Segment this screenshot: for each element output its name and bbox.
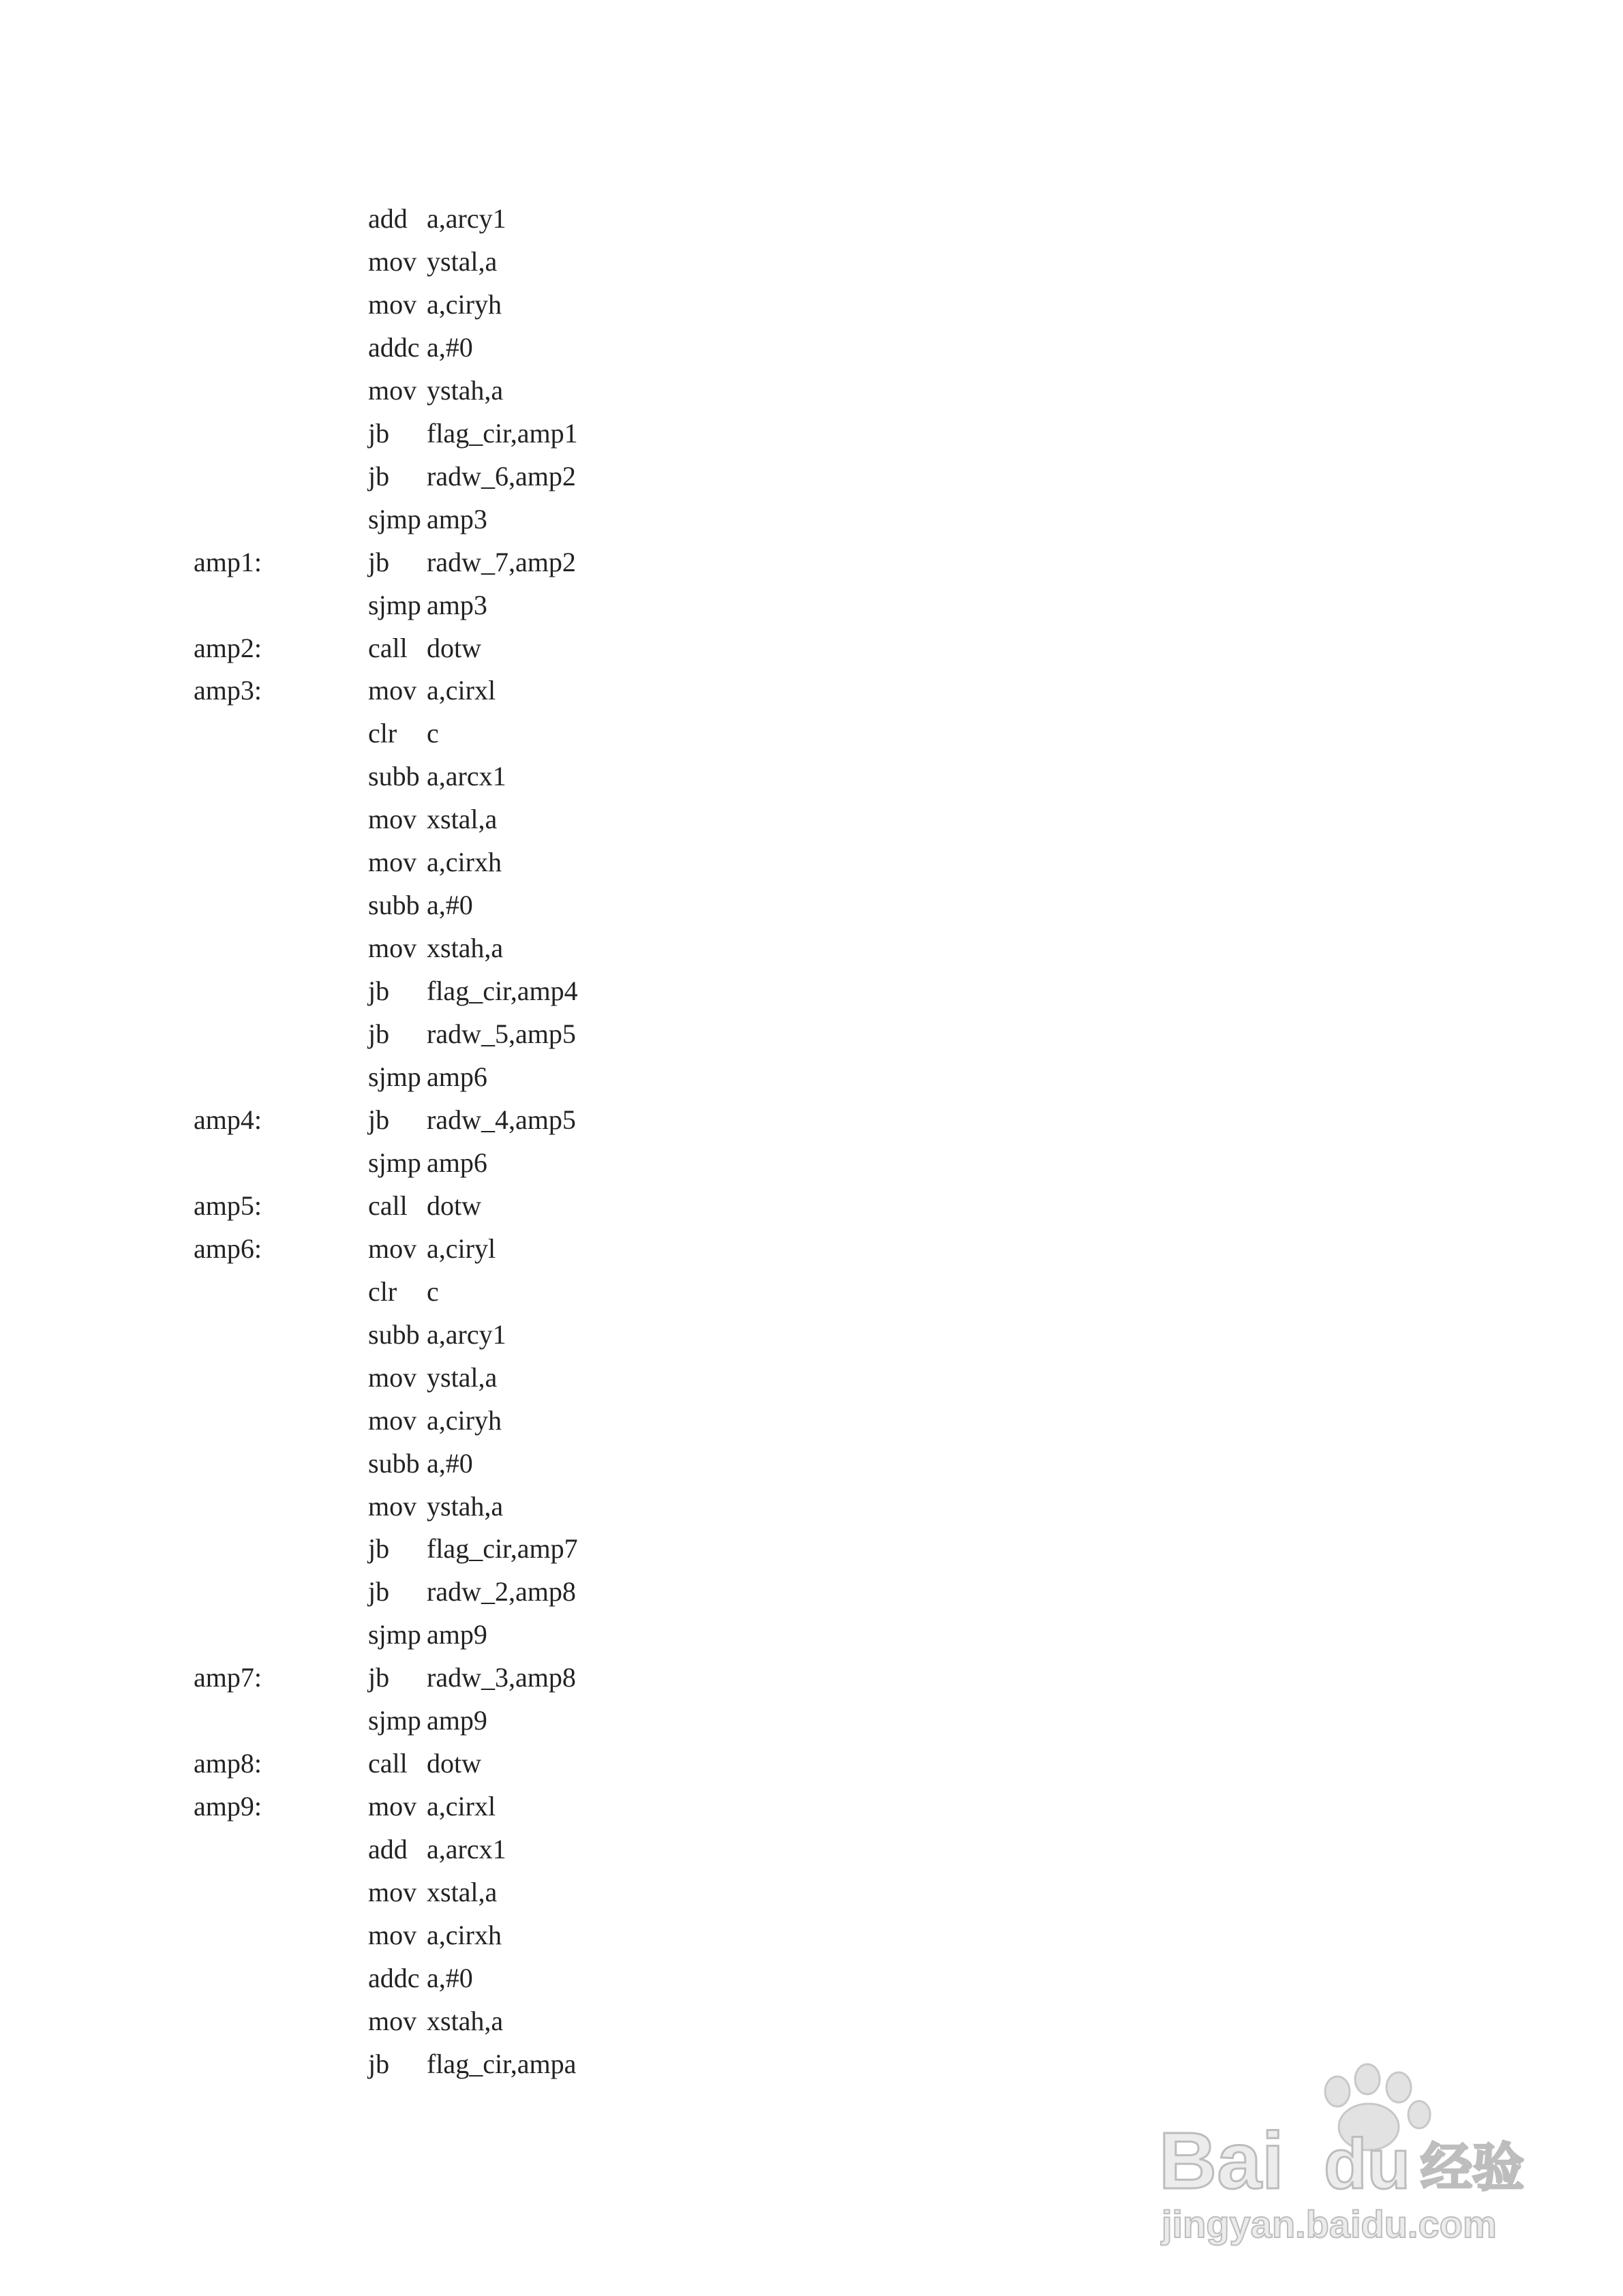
code-opcode: sjmp (368, 590, 421, 620)
code-operands: radw_5,amp5 (427, 1018, 576, 1049)
code-operands: ystal,a (427, 246, 498, 277)
code-opcode: jb (368, 976, 390, 1006)
code-label: amp6: (194, 1233, 262, 1264)
code-line (0, 1828, 818, 1871)
code-line (0, 1099, 818, 1141)
code-operands: radw_2,amp8 (427, 1576, 576, 1607)
code-opcode: jb (368, 1018, 390, 1049)
code-label: amp8: (194, 1748, 262, 1779)
code-operands: radw_6,amp2 (427, 461, 576, 492)
code-line (0, 541, 818, 584)
code-opcode: jb (368, 547, 390, 577)
code-operands: a,cirxl (427, 675, 496, 706)
code-line (0, 1185, 818, 1227)
code-line (0, 1742, 818, 1785)
code-line (0, 1657, 818, 1699)
code-line (0, 1957, 818, 1999)
code-opcode: mov (368, 1405, 417, 1436)
code-operands: a,arcx1 (427, 1834, 506, 1864)
code-operands: c (427, 1276, 439, 1307)
code-line (0, 584, 818, 626)
code-operands: ystah,a (427, 375, 504, 406)
watermark-brand-du: du (1324, 2125, 1411, 2204)
code-operands: a,#0 (427, 1448, 473, 1479)
code-line (0, 198, 818, 240)
code-line (0, 241, 818, 283)
code-opcode: clr (368, 718, 397, 749)
code-operands: dotw (427, 1748, 481, 1779)
code-opcode: jb (368, 2049, 390, 2079)
code-line (0, 884, 818, 926)
code-line (0, 627, 818, 669)
code-operands: a,ciryh (427, 289, 502, 320)
code-opcode: sjmp (368, 1619, 421, 1650)
code-opcode: mov (368, 847, 417, 877)
code-operands: ystah,a (427, 1491, 504, 1522)
code-line (0, 1871, 818, 1914)
code-line (0, 2043, 818, 2085)
code-line (0, 1271, 818, 1313)
code-operands: xstal,a (427, 804, 498, 834)
code-line (0, 498, 818, 541)
code-operands: a,ciryl (427, 1233, 496, 1264)
code-opcode: subb (368, 1319, 420, 1350)
code-operands: dotw (427, 1190, 481, 1221)
code-opcode: subb (368, 1448, 420, 1479)
code-operands: radw_3,amp8 (427, 1662, 576, 1693)
code-operands: flag_cir,ampa (427, 2049, 577, 2079)
code-line (0, 327, 818, 369)
code-opcode: add (368, 1834, 408, 1864)
code-label: amp7: (194, 1662, 262, 1693)
code-line (0, 1571, 818, 1613)
code-line (0, 1528, 818, 1570)
code-opcode: sjmp (368, 1705, 421, 1736)
code-opcode: jb (368, 1662, 390, 1693)
code-operands: xstal,a (427, 1877, 498, 1907)
code-operands: a,cirxh (427, 847, 502, 877)
code-label: amp9: (194, 1791, 262, 1822)
code-operands: xstah,a (427, 2006, 504, 2036)
code-opcode: sjmp (368, 1147, 421, 1178)
code-operands: amp9 (427, 1619, 487, 1650)
code-line (0, 284, 818, 326)
code-line (0, 1314, 818, 1356)
code-opcode: mov (368, 1491, 417, 1522)
code-operands: amp3 (427, 504, 487, 534)
code-operands: radw_7,amp2 (427, 547, 576, 577)
code-opcode: mov (368, 675, 417, 706)
code-label: amp3: (194, 675, 262, 706)
code-opcode: mov (368, 933, 417, 963)
code-line (0, 970, 818, 1012)
code-opcode: subb (368, 890, 420, 920)
code-opcode: mov (368, 1233, 417, 1264)
code-opcode: jb (368, 1104, 390, 1135)
code-operands: a,arcx1 (427, 761, 506, 791)
code-label: amp4: (194, 1104, 262, 1135)
code-operands: a,cirxl (427, 1791, 496, 1822)
code-line (0, 369, 818, 412)
code-opcode: mov (368, 375, 417, 406)
code-line (0, 2000, 818, 2042)
code-line (0, 1357, 818, 1399)
code-line (0, 1056, 818, 1098)
code-line (0, 712, 818, 755)
code-line (0, 412, 818, 455)
code-line (0, 1700, 818, 1742)
code-operands: amp3 (427, 590, 487, 620)
code-line (0, 1400, 818, 1442)
code-line (0, 669, 818, 712)
code-opcode: mov (368, 246, 417, 277)
code-opcode: sjmp (368, 1061, 421, 1092)
code-opcode: mov (368, 289, 417, 320)
code-opcode: call (368, 1748, 408, 1779)
code-operands: flag_cir,amp1 (427, 418, 578, 449)
code-opcode: mov (368, 1877, 417, 1907)
code-operands: a,arcy1 (427, 203, 506, 234)
code-opcode: jb (368, 1576, 390, 1607)
watermark-brand-latin: Bai (1159, 2116, 1284, 2206)
code-operands: amp6 (427, 1061, 487, 1092)
code-opcode: addc (368, 332, 420, 363)
code-line (0, 1485, 818, 1528)
code-opcode: subb (368, 761, 420, 791)
code-operands: ystal,a (427, 1362, 498, 1393)
baidu-jingyan-watermark (1152, 2059, 1534, 2250)
code-label: amp5: (194, 1190, 262, 1221)
code-line (0, 1785, 818, 1828)
code-opcode: mov (368, 2006, 417, 2036)
code-opcode: sjmp (368, 504, 421, 534)
code-operands: a,#0 (427, 332, 473, 363)
code-operands: a,ciryh (427, 1405, 502, 1436)
watermark-url: jingyan.baidu.com (1162, 2203, 1497, 2246)
code-line (0, 755, 818, 798)
code-operands: xstah,a (427, 933, 504, 963)
code-operands: dotw (427, 633, 481, 663)
code-opcode: jb (368, 418, 390, 449)
code-line (0, 1614, 818, 1656)
code-opcode: mov (368, 1791, 417, 1822)
code-operands: flag_cir,amp7 (427, 1533, 578, 1564)
code-opcode: call (368, 1190, 408, 1221)
code-operands: amp9 (427, 1705, 487, 1736)
code-operands: a,#0 (427, 890, 473, 920)
code-operands: c (427, 718, 439, 749)
code-operands: flag_cir,amp4 (427, 976, 578, 1006)
code-operands: radw_4,amp5 (427, 1104, 576, 1135)
code-operands: a,arcy1 (427, 1319, 506, 1350)
code-line (0, 798, 818, 841)
code-line (0, 927, 818, 969)
code-opcode: mov (368, 804, 417, 834)
code-line (0, 841, 818, 883)
code-line (0, 1442, 818, 1485)
code-line (0, 1914, 818, 1957)
code-opcode: call (368, 633, 408, 663)
code-line (0, 455, 818, 498)
code-label: amp2: (194, 633, 262, 663)
code-opcode: add (368, 203, 408, 234)
code-operands: amp6 (427, 1147, 487, 1178)
code-operands: a,cirxh (427, 1920, 502, 1950)
code-opcode: jb (368, 461, 390, 492)
code-opcode: clr (368, 1276, 397, 1307)
code-label: amp1: (194, 547, 262, 577)
code-opcode: mov (368, 1362, 417, 1393)
code-line (0, 1013, 818, 1055)
code-opcode: jb (368, 1533, 390, 1564)
code-line (0, 1228, 818, 1270)
code-line (0, 1142, 818, 1184)
watermark-brand-cn: 经验 (1421, 2137, 1524, 2198)
code-opcode: mov (368, 1920, 417, 1950)
code-opcode: addc (368, 1963, 420, 1993)
code-operands: a,#0 (427, 1963, 473, 1993)
